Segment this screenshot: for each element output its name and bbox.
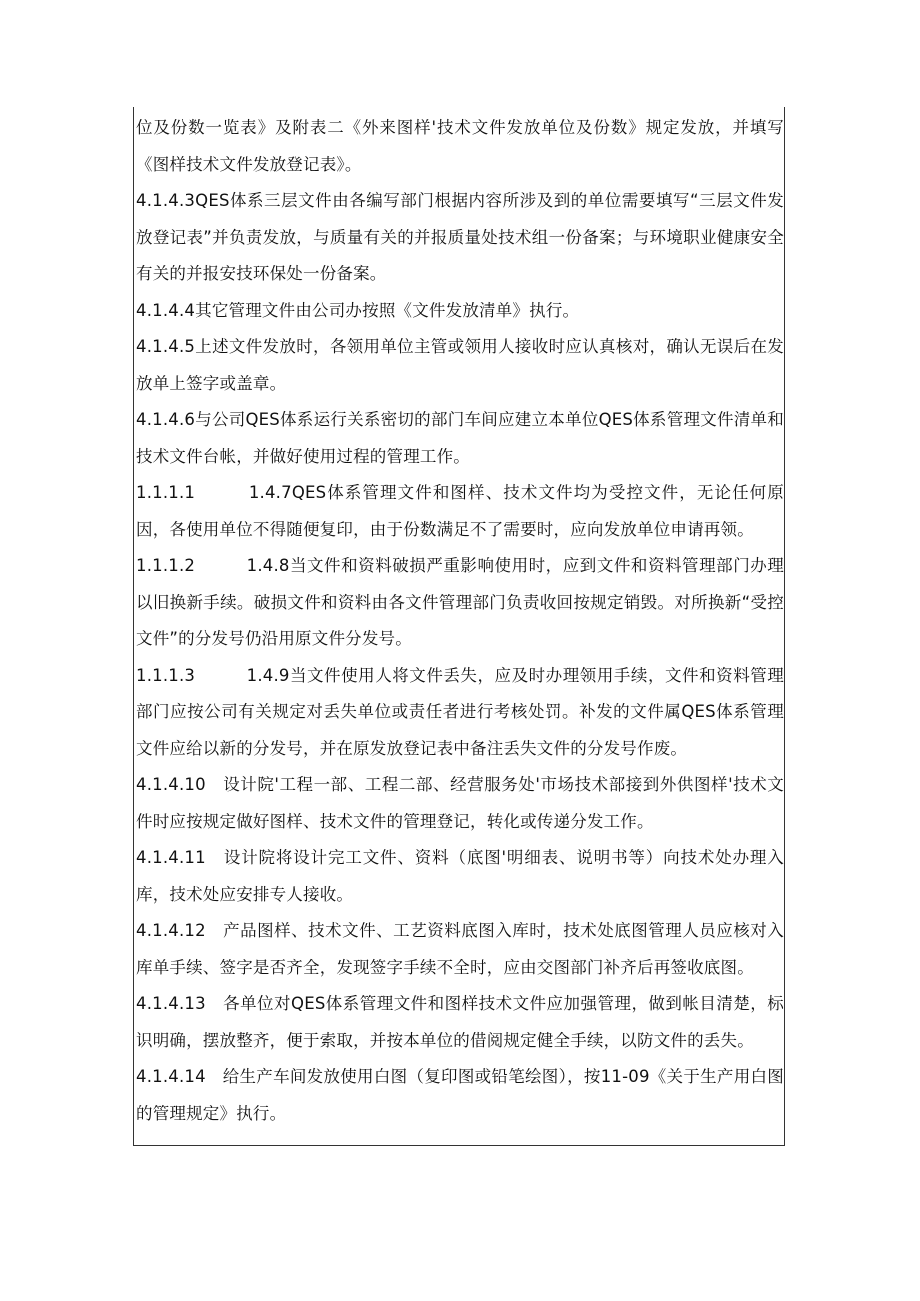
paragraph-1-4-9: 1.1.1.3 1.4.9当文件使用人将文件丢失，应及时办理领用手续，文件和资料管理部门应按公司有关规定对丢失单位或责任者进行考核处罚。补发的文件属QES体系管理文件应给以新的分发号，并在原发放登记表中备注丢失文件的分发号作废。	[136, 665, 784, 758]
paragraph-4-1-4-4: 4.1.4.4其它管理文件由公司办按照《文件发放清单》执行。	[136, 300, 580, 320]
paragraph-4-1-4-5: 4.1.4.5上述文件发放时，各领用单位主管或领用人接收时应认真核对，确认无误后在发放单上签字或盖章。	[136, 337, 784, 393]
paragraph-4-1-4-14: 4.1.4.14 给生产车间发放使用白图（复印图或铅笔绘图），按11-09《关于生产用白图的管理规定》执行。	[136, 1067, 784, 1123]
paragraph-4-1-4-11: 4.1.4.11 设计院将设计完工文件、资料（底图'明细表、说明书等）向技术处办理入库，技术处应安排专人接收。	[136, 848, 784, 904]
paragraph-4-1-4-13: 4.1.4.13 各单位对QES体系管理文件和图样技术文件应加强管理，做到帐目清楚，标识明确，摆放整齐，便于索取，并按本单位的借阅规定健全手续，以防文件的丢失。	[136, 994, 784, 1050]
paragraph-4-1-4-3: 4.1.4.3QES体系三层文件由各编写部门根据内容所涉及到的单位需要填写“三层文件发放登记表”并负责发放，与质量有关的并报质量处技术组一份备案；与环境职业健康安全有关的并报安技环保处一份备案。	[136, 191, 784, 283]
document-body	[136, 110, 784, 1132]
paragraph-1-4-8: 1.1.1.2 1.4.8当文件和资料破损严重影响使用时，应到文件和资料管理部门办理以旧换新手续。破损文件和资料由各文件管理部门负责收回按规定销毁。对所换新“受控文件”的分发号仍沿用原文件分发号。	[136, 556, 784, 648]
paragraph-distribution-list: 位及份数一览表》及附表二《外来图样'技术文件发放单位及份数》规定发放，并填写《图样技术文件发放登记表》。	[136, 118, 784, 174]
paragraph-1-4-7: 1.1.1.1 1.4.7QES体系管理文件和图样、技术文件均为受控文件，无论任何原因，各使用单位不得随便复印，由于份数满足不了需要时，应向发放单位申请再领。	[136, 483, 784, 539]
paragraph-4-1-4-10: 4.1.4.10 设计院'工程一部、工程二部、经营服务处'市场技术部接到外供图样'技术文件时应按规定做好图样、技术文件的管理登记，转化或传递分发工作。	[136, 775, 784, 831]
paragraph-4-1-4-6: 4.1.4.6与公司QES体系运行关系密切的部门车间应建立本单位QES体系管理文件清单和技术文件台帐，并做好使用过程的管理工作。	[136, 410, 784, 466]
paragraph-4-1-4-12: 4.1.4.12 产品图样、技术文件、工艺资料底图入库时，技术处底图管理人员应核对入库单手续、签字是否齐全，发现签字手续不全时，应由交图部门补齐后再签收底图。	[136, 921, 784, 977]
